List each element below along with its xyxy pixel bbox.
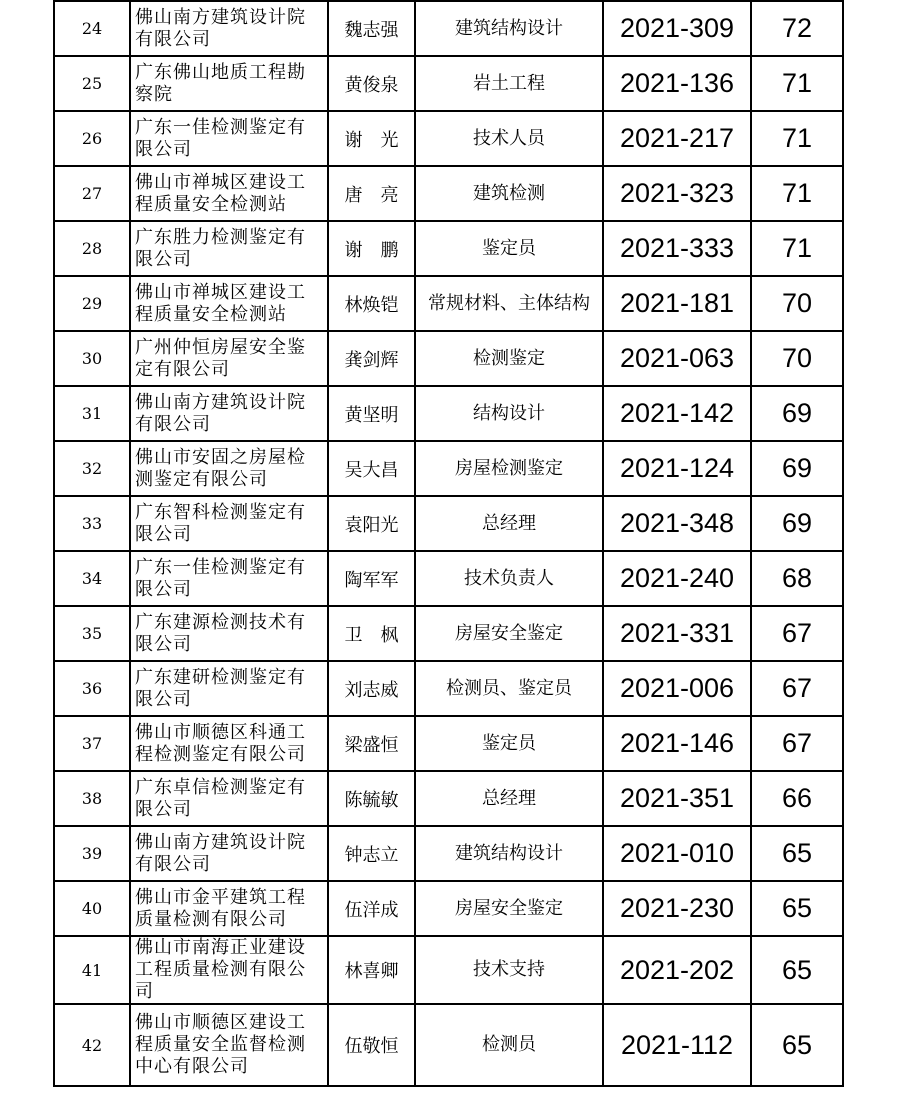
job-position: 常规材料、主体结构 [415,276,603,331]
table-row [54,661,843,716]
score-value: 71 [751,111,843,166]
job-position: 总经理 [415,771,603,826]
row-number: 41 [54,936,130,1004]
company-name: 广东佛山地质工程勘察院 [130,56,328,111]
table-row [54,771,843,826]
job-position: 建筑检测 [415,166,603,221]
company-name: 广东胜力检测鉴定有限公司 [130,221,328,276]
score-value: 69 [751,496,843,551]
company-name: 佛山市顺德区科通工程检测鉴定有限公司 [130,716,328,771]
job-position: 房屋检测鉴定 [415,441,603,496]
person-name: 陈毓敏 [328,771,415,826]
certificate-code: 2021-348 [603,496,751,551]
table-row [54,826,843,881]
person-name: 黄坚明 [328,386,415,441]
job-position: 岩土工程 [415,56,603,111]
company-name: 佛山市禅城区建设工程质量安全检测站 [130,166,328,221]
certificate-code: 2021-230 [603,881,751,936]
certificate-code: 2021-202 [603,936,751,1004]
row-number: 36 [54,661,130,716]
score-value: 65 [751,881,843,936]
score-value: 69 [751,441,843,496]
row-number: 38 [54,771,130,826]
row-number: 31 [54,386,130,441]
row-number: 37 [54,716,130,771]
results-table [53,0,844,1087]
company-name: 佛山市禅城区建设工程质量安全检测站 [130,276,328,331]
score-value: 71 [751,166,843,221]
row-number: 32 [54,441,130,496]
person-name: 龚剑辉 [328,331,415,386]
job-position: 总经理 [415,496,603,551]
job-position: 检测员、鉴定员 [415,661,603,716]
score-value: 67 [751,661,843,716]
row-number: 26 [54,111,130,166]
person-name: 林焕铠 [328,276,415,331]
table-row [54,221,843,276]
person-name: 吴大昌 [328,441,415,496]
person-name: 黄俊泉 [328,56,415,111]
score-value: 68 [751,551,843,606]
certificate-code: 2021-142 [603,386,751,441]
job-position: 房屋安全鉴定 [415,606,603,661]
company-name: 佛山市顺德区建设工程质量安全监督检测中心有限公司 [130,1004,328,1086]
score-value: 72 [751,1,843,56]
table-row [54,606,843,661]
score-value: 67 [751,606,843,661]
results-table-body [54,1,843,1086]
table-row [54,441,843,496]
table-row [54,111,843,166]
person-name: 唐 亮 [328,166,415,221]
certificate-code: 2021-323 [603,166,751,221]
row-number: 30 [54,331,130,386]
job-position: 建筑结构设计 [415,826,603,881]
job-position: 鉴定员 [415,716,603,771]
table-row [54,551,843,606]
score-value: 65 [751,826,843,881]
certificate-code: 2021-112 [603,1004,751,1086]
company-name: 广东建源检测技术有限公司 [130,606,328,661]
job-position: 房屋安全鉴定 [415,881,603,936]
row-number: 33 [54,496,130,551]
person-name: 钟志立 [328,826,415,881]
company-name: 佛山市安固之房屋检测鉴定有限公司 [130,441,328,496]
person-name: 梁盛恒 [328,716,415,771]
table-row [54,496,843,551]
job-position: 鉴定员 [415,221,603,276]
table-row [54,56,843,111]
score-value: 67 [751,716,843,771]
score-value: 71 [751,56,843,111]
person-name: 林喜卿 [328,936,415,1004]
score-value: 70 [751,331,843,386]
company-name: 广东一佳检测鉴定有限公司 [130,551,328,606]
certificate-code: 2021-124 [603,441,751,496]
certificate-code: 2021-181 [603,276,751,331]
table-row [54,386,843,441]
person-name: 刘志威 [328,661,415,716]
table-row [54,881,843,936]
table-row [54,1004,843,1086]
score-value: 71 [751,221,843,276]
job-position: 检测员 [415,1004,603,1086]
job-position: 建筑结构设计 [415,1,603,56]
person-name: 魏志强 [328,1,415,56]
person-name: 袁阳光 [328,496,415,551]
job-position: 结构设计 [415,386,603,441]
score-value: 66 [751,771,843,826]
row-number: 42 [54,1004,130,1086]
certificate-code: 2021-006 [603,661,751,716]
person-name: 谢 鹏 [328,221,415,276]
company-name: 广东智科检测鉴定有限公司 [130,496,328,551]
score-value: 65 [751,936,843,1004]
table-row [54,276,843,331]
certificate-code: 2021-309 [603,1,751,56]
score-value: 69 [751,386,843,441]
certificate-code: 2021-217 [603,111,751,166]
row-number: 40 [54,881,130,936]
company-name: 广东卓信检测鉴定有限公司 [130,771,328,826]
score-value: 65 [751,1004,843,1086]
company-name: 佛山南方建筑设计院有限公司 [130,386,328,441]
person-name: 伍洋成 [328,881,415,936]
certificate-code: 2021-331 [603,606,751,661]
person-name: 陶军军 [328,551,415,606]
company-name: 广州仲恒房屋安全鉴定有限公司 [130,331,328,386]
certificate-code: 2021-333 [603,221,751,276]
table-row [54,936,843,1004]
table-row [54,166,843,221]
certificate-code: 2021-146 [603,716,751,771]
job-position: 技术人员 [415,111,603,166]
company-name: 佛山市南海正业建设工程质量检测有限公司 [130,936,328,1004]
row-number: 25 [54,56,130,111]
person-name: 伍敬恒 [328,1004,415,1086]
row-number: 29 [54,276,130,331]
person-name: 卫 枫 [328,606,415,661]
person-name: 谢 光 [328,111,415,166]
job-position: 技术支持 [415,936,603,1004]
certificate-code: 2021-240 [603,551,751,606]
job-position: 技术负责人 [415,551,603,606]
company-name: 广东一佳检测鉴定有限公司 [130,111,328,166]
company-name: 佛山市金平建筑工程质量检测有限公司 [130,881,328,936]
table-row [54,716,843,771]
certificate-code: 2021-351 [603,771,751,826]
row-number: 39 [54,826,130,881]
row-number: 34 [54,551,130,606]
certificate-code: 2021-063 [603,331,751,386]
score-value: 70 [751,276,843,331]
certificate-code: 2021-136 [603,56,751,111]
table-row [54,1,843,56]
company-name: 佛山南方建筑设计院有限公司 [130,826,328,881]
row-number: 27 [54,166,130,221]
certificate-code: 2021-010 [603,826,751,881]
row-number: 35 [54,606,130,661]
table-row [54,331,843,386]
job-position: 检测鉴定 [415,331,603,386]
company-name: 佛山南方建筑设计院有限公司 [130,1,328,56]
company-name: 广东建研检测鉴定有限公司 [130,661,328,716]
row-number: 24 [54,1,130,56]
row-number: 28 [54,221,130,276]
